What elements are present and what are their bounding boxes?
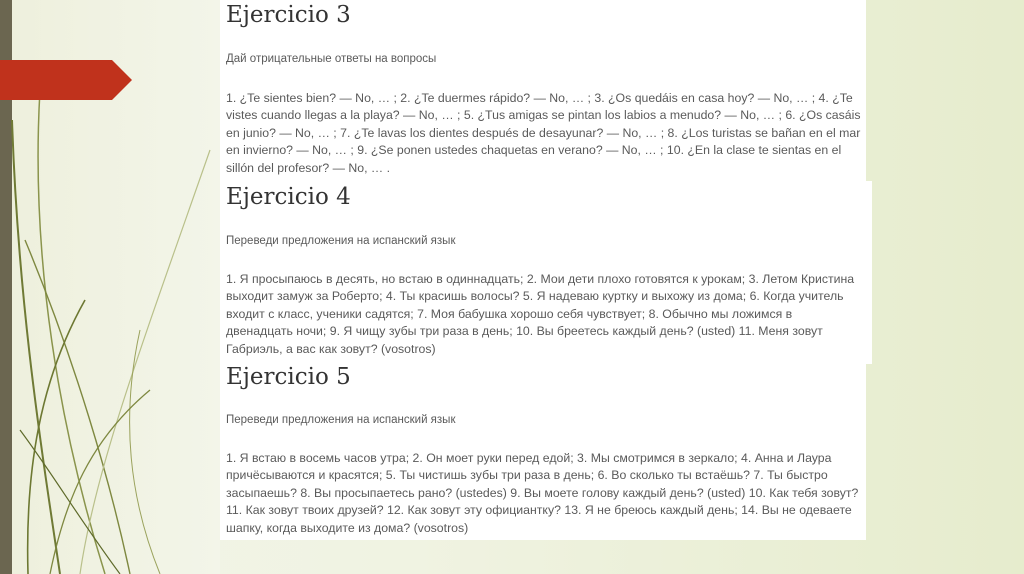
exercise-3-instruction: Дай отрицательные ответы на вопросы: [226, 53, 437, 65]
leaf-stem-5: [80, 150, 210, 574]
exercise-4-line: двенадцать ночи; 9. Я чищу зубы три раза в день; 10. Вы бреетесь каждый день? (usted) 11. Меня зовут: [226, 324, 823, 339]
exercise-3-line: sillón del profesor? — No, … .: [226, 160, 391, 175]
red-arrow-marker: [0, 60, 134, 100]
leaf-stem-4: [28, 300, 85, 574]
exercise-4-line: Габриэль, а вас как зовут? (vosotros): [226, 341, 436, 356]
exercise-5-line: 11. Как зовут твоих друзей? 12. Как зовут эту официантку? 13. Я не бреюсь каждый день; 14. Вы не одеваете: [226, 503, 852, 518]
exercise-3-line: en invierno? — No, … ; 9. ¿Se ponen ustedes chaquetas en verano? — No, … ; 10. ¿En la clase te sientas en el: [226, 143, 842, 158]
exercise-3-line: 1. ¿Te sientes bien? — No, … ; 2. ¿Te duermes rápido? — No, … ; 3. ¿Os quedáis en casa hoy? — No, … ; 4. ¿Te: [226, 91, 853, 105]
exercise-4-instruction: Переведи предложения на испанский язык: [226, 235, 456, 247]
exercise-5-instruction: Переведи предложения на испанский язык: [226, 414, 456, 426]
exercise-4-title: Ejercicio 4: [226, 184, 351, 210]
exercise-5-line: 1. Я встаю в восемь часов утра; 2. Он моет руки перед едой; 3. Мы смотримся в зеркало; 4. Анна и Лаура: [226, 451, 832, 465]
leaf-stem-8: [20, 430, 120, 574]
exercise-4-line: 1. Я просыпаюсь в десять, но встаю в одиннадцать; 2. Мои дети плохо готовятся к урокам; 3. Летом Кристина: [226, 272, 855, 286]
exercise-4-text: [226, 271, 856, 358]
exercise-5-line: шапку, когда выходите из дома? (vosotros): [226, 520, 469, 535]
exercise-4-card: [220, 181, 872, 364]
exercise-4-line: выходит замуж за Роберто; 4. Ты красишь волосы? 5. Я надеваю куртку и выхожу из дома; 6. Когда учитель: [226, 289, 844, 304]
exercise-3-card: [220, 0, 866, 181]
exercise-3-line: vistes cuando llegas a la playa? — No, … ; 5. ¿Tus amigas se pintan los labios a menudo? — No, … ; 6. ¿Os casáis: [226, 108, 861, 123]
exercise-5-title: Ejercicio 5: [226, 364, 351, 390]
exercise-5-line: засыпаешь? 8. Вы просыпаетесь рано? (ustedes) 9. Вы моете голову каждый день? (usted) 10. Как тебя зовут?: [226, 485, 859, 500]
exercise-3-text: [226, 90, 861, 177]
exercise-5-text: [226, 450, 859, 537]
exercise-4-line: входит с класс, ученики садятся; 7. Моя бабушка хорошо себя чувствует; 8. Обычно мы ложимся в: [226, 306, 793, 321]
exercise-3-line: en junio? — No, … ; 7. ¿Te lavas los dientes después de desayunar? — No, … ; 8. ¿Los turistas se bañan en el mar: [226, 125, 861, 140]
exercise-5-line: причёсываются и красятся; 5. Ты чистишь зубы три раза в день; 6. Во сколько ты встаёшь? 7. Ты быстро: [226, 468, 828, 483]
leaf-stem-6: [130, 330, 160, 574]
exercise-3-title: Ejercicio 3: [226, 2, 351, 28]
leaf-stem-3: [25, 240, 130, 574]
exercise-5-card: [220, 364, 866, 540]
